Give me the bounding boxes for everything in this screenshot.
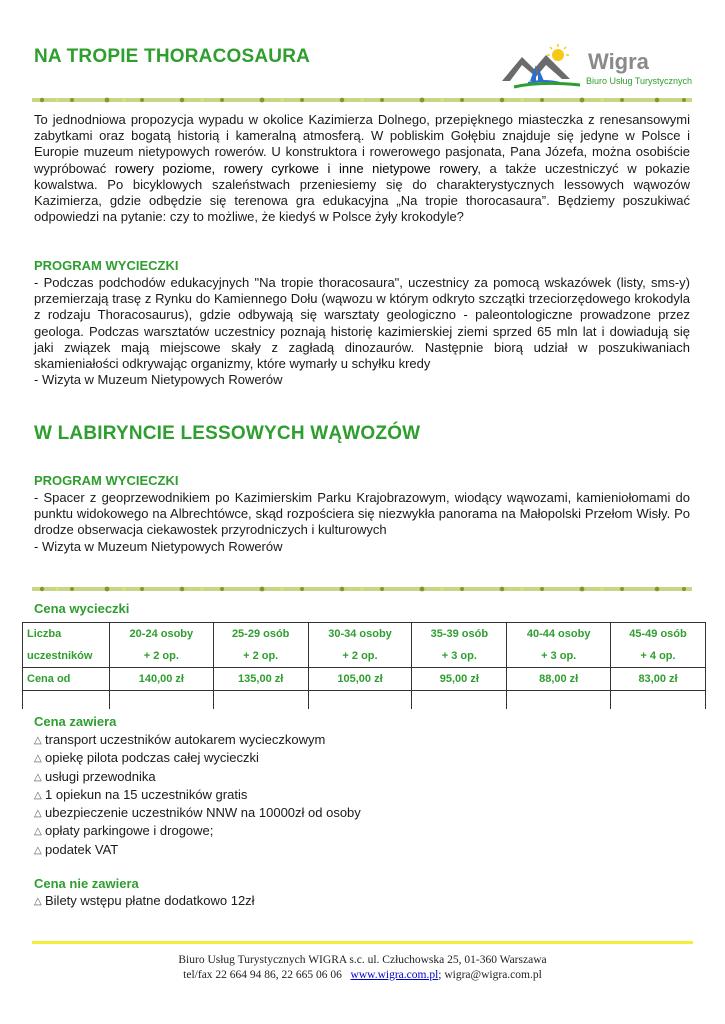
list-item: △ opłaty parkingowe i drogowe; <box>34 822 361 840</box>
table-cell: + 3 op. <box>507 645 611 668</box>
excludes-list <box>34 892 255 910</box>
table-cell: 105,00 zł <box>308 668 412 691</box>
footer-address: Biuro Usług Turystycznych WIGRA s.c. ul. Człuchowska 25, 01-360 Warszawa <box>178 954 547 966</box>
list-item: △ ubezpieczenie uczestników NNW na 10000zł od osoby <box>34 804 361 822</box>
table-cell-label: Liczba <box>23 623 110 646</box>
table-cell: 45-49 osób <box>611 623 706 646</box>
program-heading-2: PROGRAM WYCIECZKI <box>34 473 179 488</box>
page-title: NA TROPIE THORACOSAURA <box>34 46 311 67</box>
table-cell: + 4 op. <box>611 645 706 668</box>
table-cell: 95,00 zł <box>412 668 507 691</box>
list-item: △ opiekę pilota podczas całej wycieczki <box>34 749 361 767</box>
table-cell: 35-39 osób <box>412 623 507 646</box>
table-cell-label: Cena od <box>23 668 110 691</box>
triangle-bullet-icon: △ <box>34 753 42 765</box>
intro-highlight: rowery poziome, rowery cyrkowe i inne nietypowe rowery <box>114 160 478 176</box>
triangle-bullet-icon: △ <box>34 771 42 783</box>
price-section-title: Cena wycieczki <box>34 601 130 616</box>
table-cell: + 2 op. <box>110 645 214 668</box>
table-cell: + 2 op. <box>308 645 412 668</box>
intro-text-end: , a także uczestniczyć w pokazie kowalstwa. Po bicyklowych szaleństwach przeniesiemy się do charakterystycznych lessowych wąwozów Kazimierza, gdzie odbędzie się terenowa gra edukacyjna „Na tropie thorocasaura”. Będziemy poszukiwać odpowiedzi na pytanie: czy to możliwe, że kiedyś w Polsce żyły krokodyle? <box>34 160 690 225</box>
table-cell: 135,00 zł <box>213 668 308 691</box>
list-item: △ Bilety wstępu płatne dodatkowo 12zł <box>34 892 255 910</box>
decorative-divider <box>32 585 692 593</box>
table-cell: 40-44 osoby <box>507 623 611 646</box>
footer-email: ; wigra@wigra.com.pl <box>438 968 542 981</box>
table-cell: 83,00 zł <box>611 668 706 691</box>
triangle-bullet-icon: △ <box>34 896 42 907</box>
footer-contact <box>0 968 725 983</box>
program-2-item-museum: - Wizyta w Muzeum Nietypowych Rowerów <box>34 538 283 554</box>
table-cell: + 3 op. <box>412 645 507 668</box>
program-1-item: - Podczas podchodów edukacyjnych "Na tropie thoracosaura", uczestnicy za pomocą wskazówek (listy, sms-y) przemierzają trasę z Rynku do Kamiennego Dołu (wąwozu w którym odkryto szczątki trzeciorzędowego krokodyla z rodzaju Thoracosaurus), gdzie odbywają się warsztaty geologiczno - paleontologiczne prowadzone przez geologa. Podczas warsztatów uczestnicy poznają historię kazimierskiej ziemi sprzed 65 mln lat i dowiadują się jaki związek mają miejscowe skały z zagładą dinozaurów. Następnie biorą udział w poszukiwaniach skamieniałości odkrywając organizmy, które wymarły u schyłku kredy <box>34 275 690 372</box>
list-item: △ podatek VAT <box>34 841 361 859</box>
triangle-bullet-icon: △ <box>34 808 42 820</box>
list-item: △ 1 opiekun na 15 uczestników gratis <box>34 786 361 804</box>
footer-divider <box>32 941 693 944</box>
triangle-bullet-icon: △ <box>34 735 42 746</box>
includes-list <box>34 731 361 859</box>
decorative-divider <box>32 96 692 104</box>
list-item: △ transport uczestników autokarem wycieczkowym <box>34 731 361 749</box>
table-cell-label: uczestników <box>23 645 110 668</box>
footer <box>0 953 725 982</box>
table-cell: 30-34 osoby <box>308 623 412 646</box>
program-2-text <box>34 490 690 555</box>
table-cell: 140,00 zł <box>110 668 214 691</box>
table-row-empty <box>23 691 706 710</box>
logo-subtitle: Biuro Usług Turystycznych <box>586 76 693 86</box>
intro-text: To jednodniowa propozycja wypadu w okolice Kazimierza Dolnego, przepięknego miasteczka z renesansowymi zabytkami oraz bogatą historią i kameralną atmosferą. W pobliskim Gołębiu znajduje się jedyne w Polsce i Europie muzeum nietypowych rowerów. U konstruktora i rowerowego pasjonata, Pana Józefa, można osobiście wypróbować <box>34 112 690 176</box>
triangle-bullet-icon: △ <box>34 826 42 838</box>
table-row <box>23 623 706 646</box>
program-1-item-museum: - Wizyta w Muzeum Nietypowych Rowerów <box>34 372 283 388</box>
company-logo <box>500 43 700 93</box>
table-row <box>23 645 706 668</box>
table-cell: 88,00 zł <box>507 668 611 691</box>
website-link[interactable]: www.wigra.com.pl <box>350 968 439 981</box>
program-heading-1: PROGRAM WYCIECZKI <box>34 258 179 273</box>
logo-name: Wigra <box>588 49 649 74</box>
includes-title: Cena zawiera <box>34 714 117 729</box>
triangle-bullet-icon: △ <box>34 789 42 801</box>
triangle-bullet-icon: △ <box>34 844 42 856</box>
intro-paragraph <box>34 112 690 225</box>
excludes-title: Cena nie zawiera <box>34 876 139 891</box>
footer-phone: tel/fax 22 664 94 86, 22 665 06 06 <box>183 968 342 981</box>
table-cell: + 2 op. <box>213 645 308 668</box>
program-2-item: - Spacer z geoprzewodnikiem po Kazimierskim Parku Krajobrazowym, wiodący wąwozami, kamieniołomami do punktu widokowego na Albrechtówce, skąd rozpościera się niezwykła panorama na Małopolski Przełom Wisły. Po drodze obserwacja ciekawostek przyrodniczych i kulturowych <box>34 490 690 538</box>
table-row <box>23 668 706 691</box>
section-2-title: W LABIRYNCIE LESSOWYCH WĄWOZÓW <box>34 423 421 444</box>
price-table <box>22 622 706 709</box>
list-item: △ usługi przewodnika <box>34 768 361 786</box>
table-cell: 20-24 osoby <box>110 623 214 646</box>
program-1-text <box>34 275 690 388</box>
table-cell: 25-29 osób <box>213 623 308 646</box>
mountain-sun-icon <box>500 43 590 93</box>
